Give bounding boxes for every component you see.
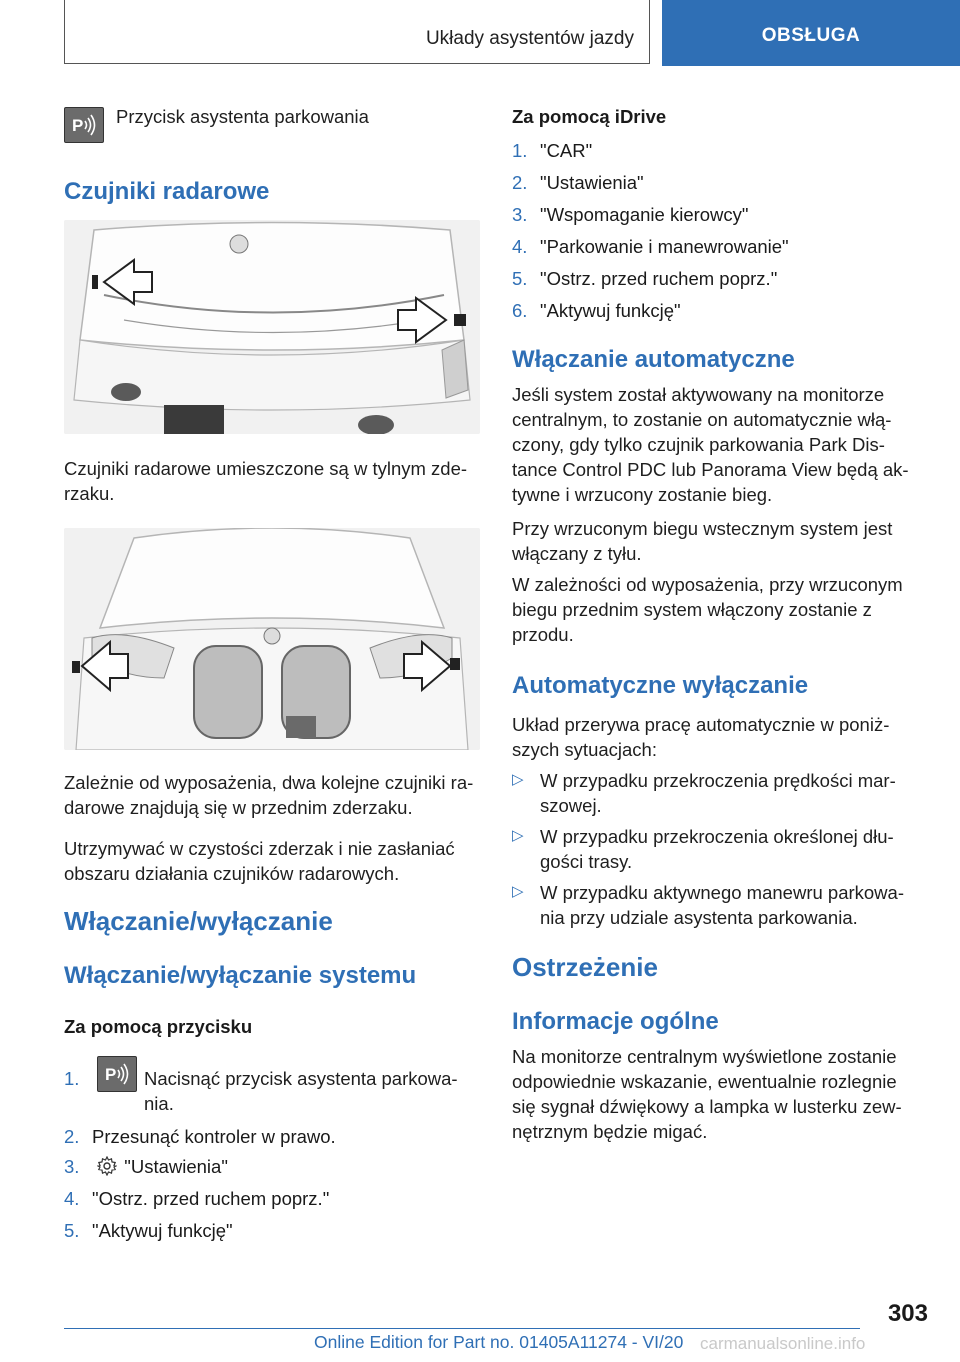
- heading-auto-off: Automatyczne wyłączanie: [512, 672, 809, 699]
- left-step-2: [64, 1124, 336, 1149]
- right-step-3: [512, 202, 749, 227]
- bullet-triangle-icon: ▷: [512, 883, 524, 900]
- step-text: "Ostrz. przed ruchem poprz.": [92, 1188, 330, 1209]
- step-number: 1.: [512, 140, 528, 161]
- step-text: "Aktywuj funkcję": [92, 1220, 233, 1241]
- svg-text:P: P: [105, 1065, 117, 1085]
- step-text: Przesunąć kontroler w prawo.: [92, 1126, 336, 1147]
- step-text: "Ustawienia": [124, 1156, 228, 1177]
- general-info-text: Na monitorze centralnym wyświetlone zostanie odpowiednie wskazanie, ewentualnie rozlegnie się sygnał dźwiękowy a lampka w lusterku zew- nętrznym będzie migać.: [512, 1046, 902, 1142]
- heading-radar-sensors: Czujniki radarowe: [64, 178, 270, 205]
- right-step-6: [512, 298, 681, 323]
- svg-text:P: P: [72, 116, 84, 135]
- step-number: 5.: [512, 268, 528, 289]
- keep-clean-text: Utrzymywać w czystości zderzak i nie zasłaniać obszaru działania czujników radarowych.: [64, 838, 455, 884]
- front-bumper-figure: [64, 528, 480, 750]
- section-badge: OBSŁUGA: [662, 0, 960, 66]
- step-number: 2.: [64, 1126, 80, 1147]
- step-text: "Ustawienia": [540, 172, 644, 193]
- watermark: carmanualsonline.info: [700, 1334, 866, 1353]
- step-text: "Parkowanie i manewrowanie": [540, 236, 789, 257]
- bullet-text: W przypadku przekroczenia określonej dłu- gości trasy.: [540, 826, 894, 872]
- auto-off-text: Układ przerywa pracę automatycznie w poniż- szych sytuacjach:: [512, 714, 890, 760]
- step-text: "Wspomaganie kierowcy": [540, 204, 749, 225]
- step-number: 2.: [512, 172, 528, 193]
- left-step-1-text: [144, 1066, 480, 1116]
- auto-on-text-1: Jeśli system został aktywowany na monitorze centralnym, to zostanie on automatycznie włą- czony, gdy tylko czujnik parkowania Park Dis- tance Control PDC lub Panorama View będą ak- tywne i wrzucony zostanie bieg.: [512, 384, 909, 505]
- right-step-1: [512, 138, 592, 163]
- rear-bumper-figure: [64, 220, 480, 434]
- edition-text: Online Edition for Part no. 01405A11274 - VI/20: [314, 1332, 684, 1352]
- step-number: 3.: [64, 1156, 80, 1177]
- step-number: 5.: [64, 1220, 80, 1241]
- step-number: 1.: [64, 1068, 80, 1089]
- bullet-text: W przypadku aktywnego manewru parkowa- nia przy udziale asystenta parkowania.: [540, 882, 904, 928]
- section-title: Układy asystentów jazdy: [425, 28, 634, 49]
- step-number: 6.: [512, 300, 528, 321]
- bullet-text: W przypadku przekroczenia prędkości mar- szowej.: [540, 770, 896, 816]
- settings-gear-icon: [97, 1156, 119, 1182]
- rear-sensors-text: Czujniki radarowe umieszczone są w tylnym zde- rzaku.: [64, 458, 468, 504]
- bullet-triangle-icon: ▷: [512, 827, 524, 844]
- step-text: Nacisnąć przycisk asystenta parkowa- nia.: [144, 1068, 458, 1114]
- right-step-5: [512, 266, 777, 291]
- step-number: 4.: [64, 1188, 80, 1209]
- bullet-triangle-icon: ▷: [512, 771, 524, 788]
- heading-general-info: Informacje ogólne: [512, 1008, 719, 1035]
- front-sensors-text: Zależnie od wyposażenia, dwa kolejne czujniki ra- darowe znajdują się w przednim zderzaku.: [64, 772, 474, 818]
- heading-via-button: Za pomocą przycisku: [64, 1016, 253, 1037]
- right-step-4: [512, 234, 789, 259]
- parking-button-row: [64, 107, 104, 143]
- front-car-illustration: [64, 528, 480, 750]
- footer-divider: [64, 1328, 860, 1329]
- step-text: "Aktywuj funkcję": [540, 300, 681, 321]
- auto-on-text-3: W zależności od wyposażenia, przy wrzuconym biegu przednim system włączony zostanie z przodu.: [512, 574, 903, 645]
- left-step-5: [64, 1218, 233, 1243]
- step-number: 3.: [512, 204, 528, 225]
- step-text: "CAR": [540, 140, 593, 161]
- right-step-2: [512, 170, 644, 195]
- parking-assist-button-icon: [64, 107, 104, 143]
- heading-auto-on: Włączanie automatyczne: [512, 346, 795, 373]
- left-step-3: [64, 1154, 228, 1182]
- parking-assist-button-icon: [97, 1056, 137, 1092]
- heading-via-idrive: Za pomocą iDrive: [512, 106, 667, 127]
- rear-car-illustration: [64, 220, 480, 434]
- auto-on-text-2: Przy wrzuconym biegu wstecznym system jest włączany z tyłu.: [512, 518, 893, 564]
- parking-button-caption: Przycisk asystenta parkowania: [116, 106, 369, 127]
- step-text: "Ostrz. przed ruchem poprz.": [540, 268, 778, 289]
- heading-on-off: Włączanie/wyłączanie: [64, 906, 333, 936]
- heading-system-on-off: Włączanie/wyłączanie systemu: [64, 962, 417, 989]
- left-step-4: [64, 1186, 329, 1211]
- page-number: 303: [887, 1300, 928, 1327]
- step-number: 4.: [512, 236, 528, 257]
- heading-warning: Ostrzeżenie: [512, 952, 658, 982]
